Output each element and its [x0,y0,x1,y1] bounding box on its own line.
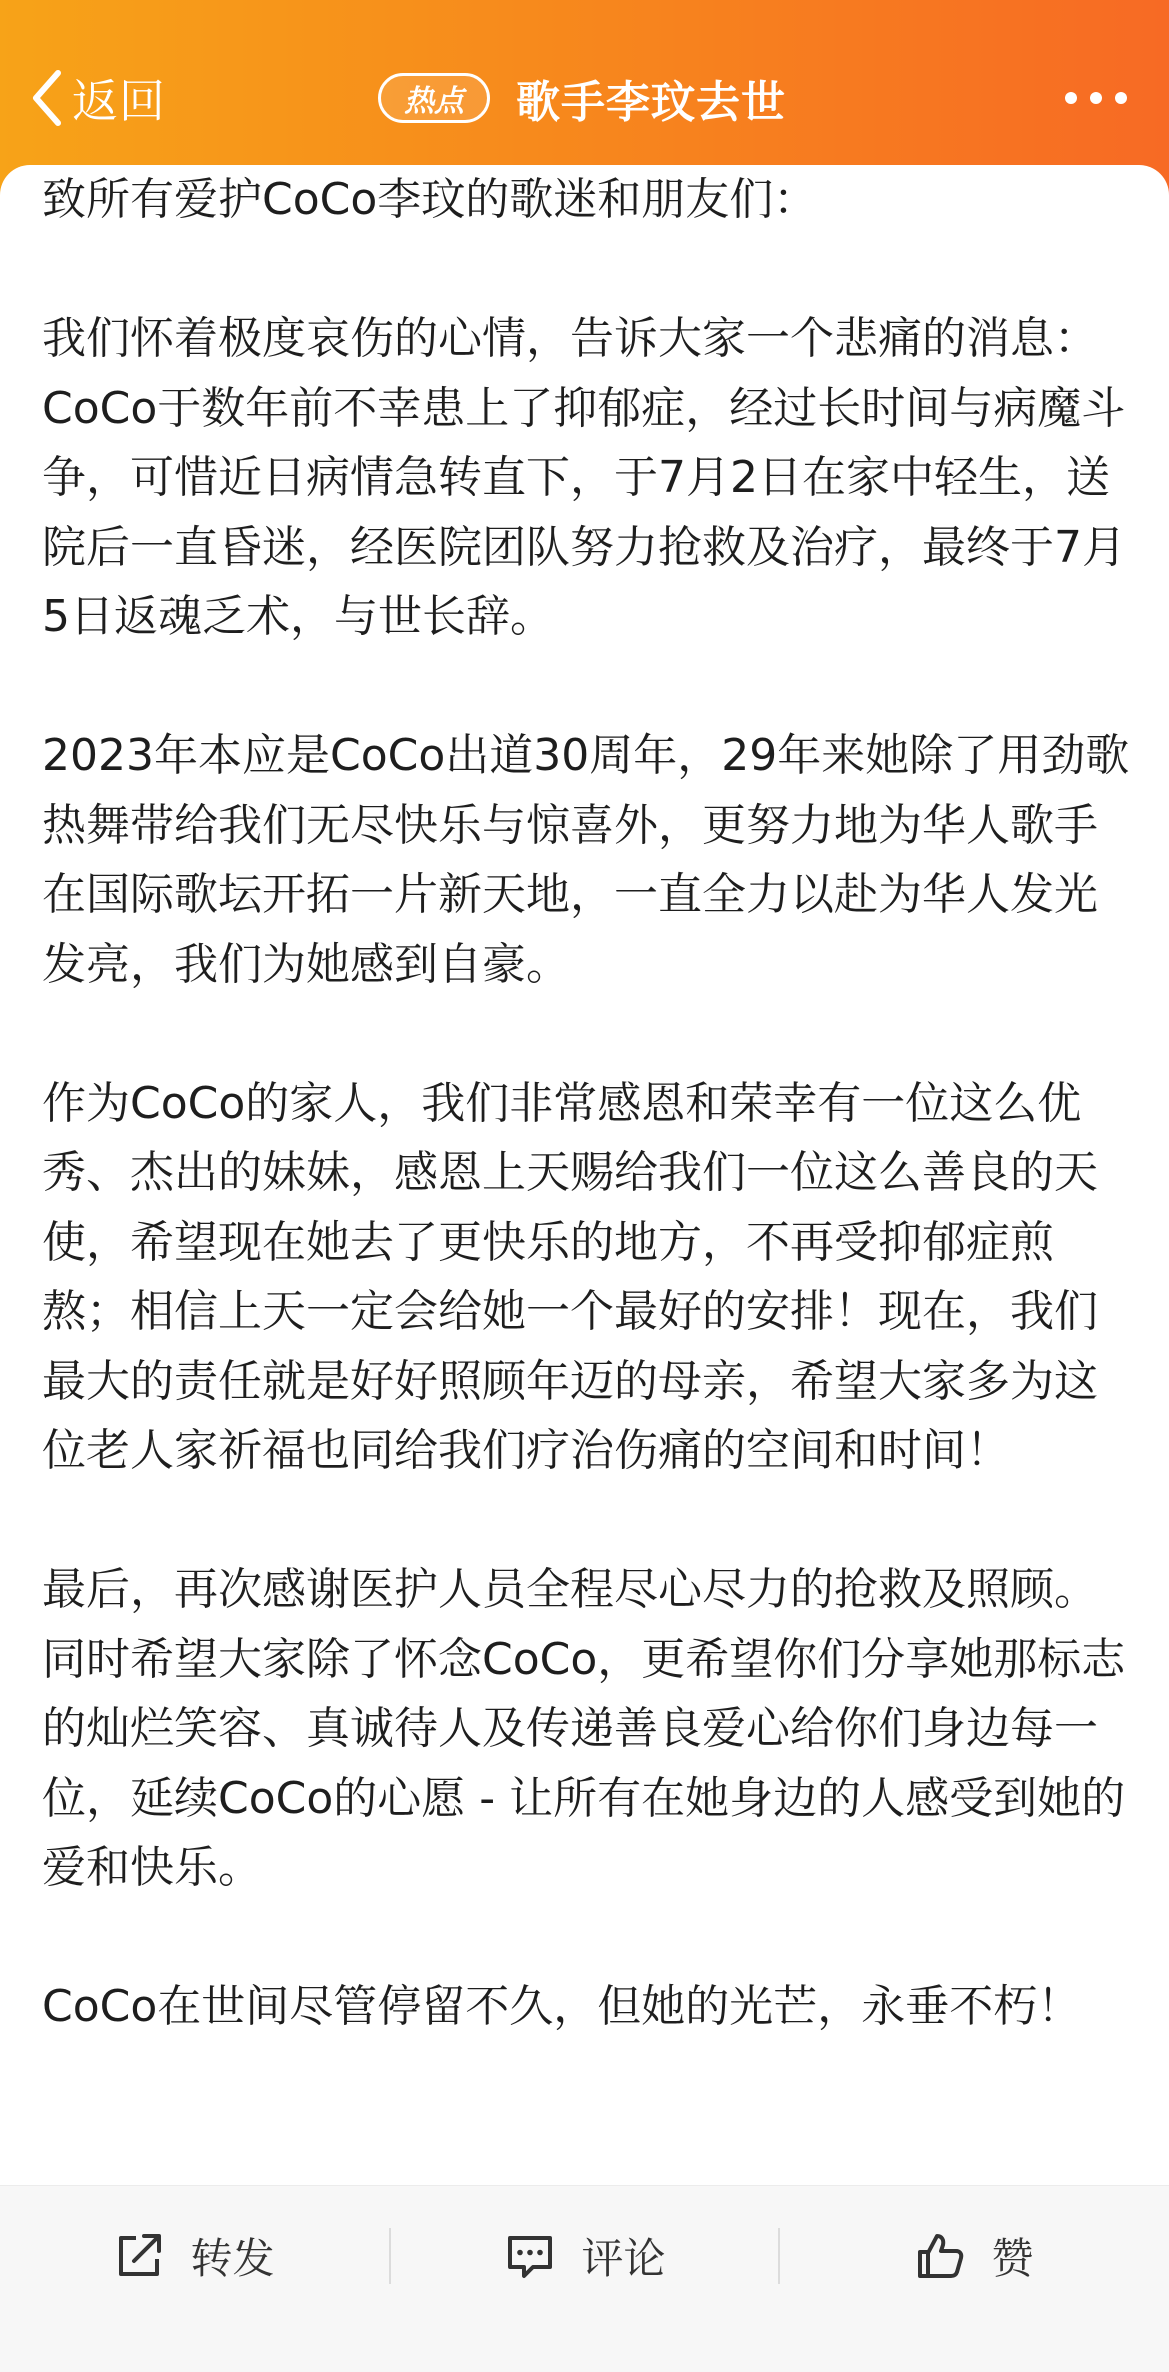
topic-title: 歌手李玟去世 [516,77,786,128]
chevron-left-icon [30,69,64,127]
back-label: 返回 [72,74,166,128]
topic-title-group[interactable] [378,50,786,146]
article-paragraph: 作为CoCo的家人，我们非常感恩和荣幸有一位这么优秀、杰出的妹妹，感恩上天赐给我们一位这么善良的天使，希望现在她去了更快乐的地方，不再受抑郁症煎熬；相信上天一定会给她一个最好的安排！现在，我们最大的责任就是好好照顾年迈的母亲，希望大家多为这位老人家祈福也同给我们疗治伤痛的空间和时间！ [42,1077,1098,1476]
content-card [0,165,1169,2185]
header-bar [0,50,1169,146]
more-dot [1115,92,1127,104]
repost-label: 转发 [190,2234,275,2283]
article-paragraph: CoCo在世间尽管停留不久，但她的光芒，永垂不朽！ [42,1981,1082,2032]
article-paragraph: 致所有爱护CoCo李玟的歌迷和朋友们： [42,174,818,225]
article-paragraph: 最后，再次感谢医护人员全程尽心尽力的抢救及照顾。 同时希望大家除了怀念CoCo，更希望你们分享她那标志的灿烂笑容、真诚待人及传递善良爱心给你们身边每一位，延续CoCo的心愿 - 让所有在她身边的人感受到她的爱和快乐。 [42,1564,1126,1893]
article-body [42,165,1132,2042]
like-label: 赞 [991,2234,1034,2283]
comment-icon [505,2231,555,2281]
article-paragraph: 我们怀着极度哀伤的心情，告诉大家一个悲痛的消息：CoCo于数年前不幸患上了抑郁症，经过长时间与病魔斗争，可惜近日病情急转直下，于7月2日在家中轻生，送院后一直昏迷，经医院团队努力抢救及治疗，最终于7月5日返魂乏术，与世长辞。 [42,313,1126,642]
comment-label: 评论 [581,2234,666,2283]
thumbs-up-icon [915,2231,965,2281]
like-button[interactable] [780,2186,1169,2326]
bottom-action-bar [0,2185,1169,2372]
repost-button[interactable] [0,2186,389,2326]
article-paragraph: 2023年本应是CoCo出道30周年，29年来她除了用劲歌热舞带给我们无尽快乐与惊喜外，更努力地为华人歌手在国际歌坛开拓一片新天地，一直全力以赴为华人发光发亮，我们为她感到自豪。 [42,730,1130,990]
back-button[interactable] [30,50,166,146]
more-dots-icon[interactable] [1052,50,1127,146]
hot-badge: 热点 [378,73,490,123]
more-dot [1090,92,1102,104]
comment-button[interactable] [391,2186,780,2326]
share-icon [114,2231,164,2281]
more-dot [1065,92,1077,104]
